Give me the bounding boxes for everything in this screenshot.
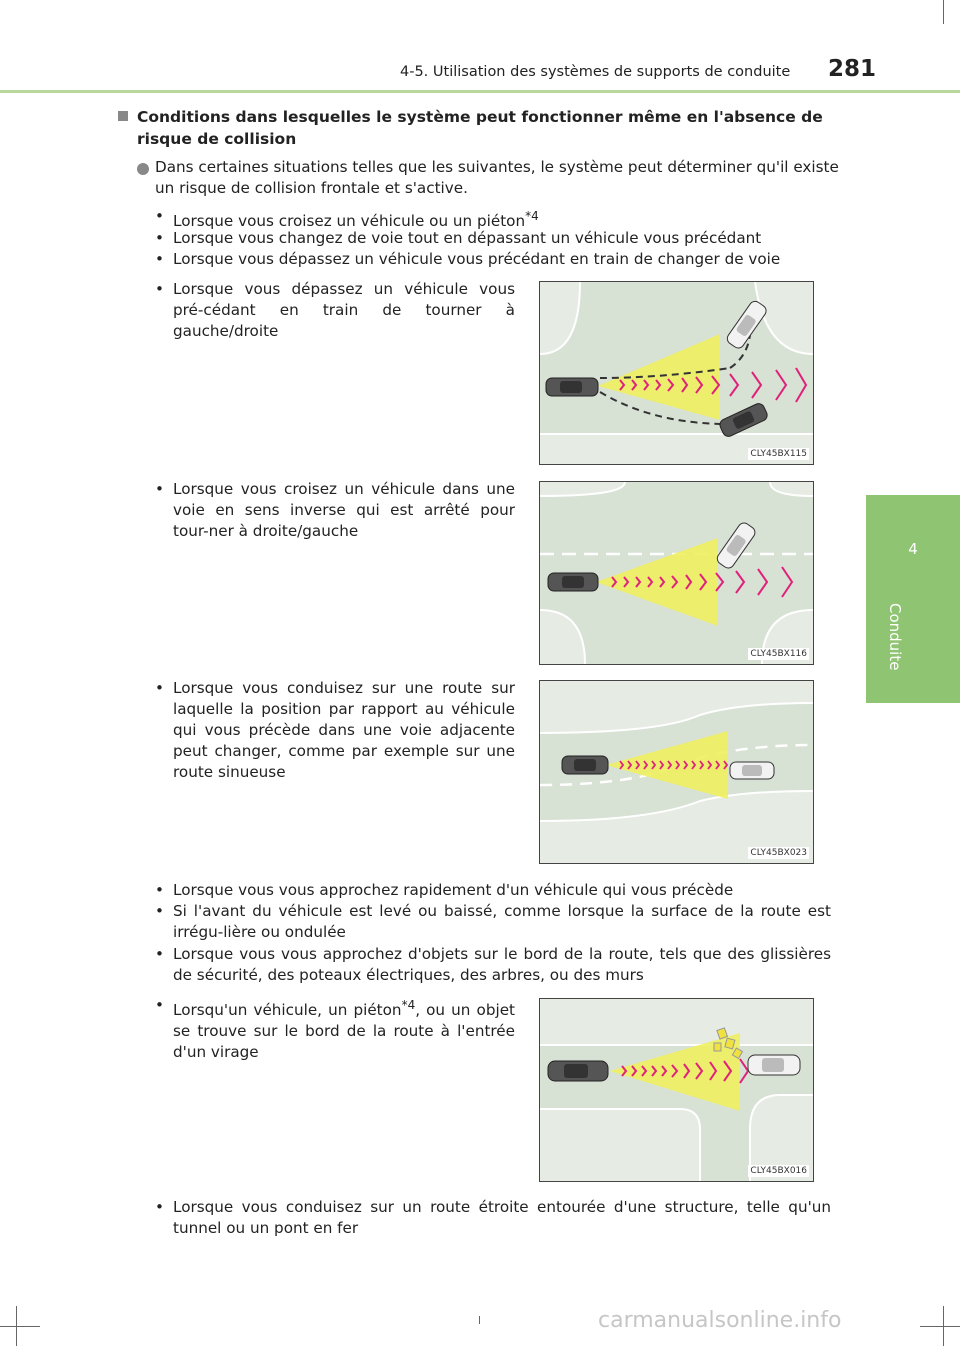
list-item-text: Lorsque vous vous approchez rapidement d'un véhicule qui vous précède: [173, 881, 734, 899]
bullet-mark: •: [155, 480, 164, 498]
list-item: [155, 1197, 831, 1239]
figure-code: CLY45BX115: [750, 449, 807, 459]
bullet-mark: •: [155, 250, 164, 268]
section-heading: [118, 106, 838, 150]
figure-caption-text: Lorsque vous conduisez sur une route sur laquelle la position par rapport au véhicule qui vous précède dans une voie adjacente peut changer, comme par exemple sur une route sinueuse: [173, 679, 515, 781]
list-item-text: Lorsque vous vous approchez d'objets sur le bord de la route, tels que des glissières de sécurité, des poteaux électriques, des arbres, ou des murs: [173, 945, 831, 984]
illustration-oncoming-turning-vehicle: [539, 481, 814, 665]
crop-mark: [479, 1316, 480, 1324]
page-number: 281: [828, 56, 877, 82]
bullet-mark: •: [155, 1198, 164, 1216]
intro-paragraph: Dans certaines situations telles que les suivantes, le système peut déterminer qu'il existe un risque de collision frontale et s'active.: [155, 158, 839, 197]
figure-caption-item: [155, 678, 515, 783]
illustration-winding-road: [539, 680, 814, 864]
header-rule: [0, 90, 960, 93]
figure-caption-text: Lorsque vous croisez un véhicule dans une voie en sens inverse qui est arrêté pour tour-ner à droite/gauche: [173, 480, 515, 540]
figure-caption-text: Lorsque vous dépassez un véhicule vous pré-cédant en train de tourner à gauche/droite: [173, 280, 515, 340]
figure-code: CLY45BX116: [750, 649, 807, 659]
round-bullet-icon: [137, 163, 149, 175]
figure-caption-item: [155, 479, 515, 542]
list-item-text: Lorsque vous croisez un véhicule ou un piéton: [173, 212, 526, 231]
figure-caption-item: [155, 995, 515, 1063]
crop-mark: [943, 0, 944, 24]
list-item-text: Lorsque vous conduisez sur un route étroite entourée d'une structure, telle qu'un tunnel ou un pont en fer: [173, 1198, 831, 1237]
list-item: [155, 901, 831, 943]
crop-mark: [920, 1326, 960, 1327]
watermark-text: carmanualsonline.info: [598, 1308, 842, 1333]
section-heading-text: Conditions dans lesquelles le système peut fonctionner même en l'absence de risque de collision: [137, 108, 823, 148]
bullet-mark: •: [155, 902, 164, 920]
bullet-mark: •: [155, 280, 164, 298]
chapter-number: 4: [908, 540, 918, 558]
chapter-side-tab: [866, 495, 960, 703]
illustration-overtaking-turning-vehicle: [539, 281, 814, 465]
square-bullet-icon: [118, 111, 128, 121]
crop-mark: [0, 1326, 40, 1327]
list-item: [155, 228, 833, 249]
list-item-text: Lorsque vous dépassez un véhicule vous précédant en train de changer de voie: [173, 250, 781, 268]
figure-code: CLY45BX016: [750, 1166, 807, 1176]
list-item: [155, 249, 833, 270]
chapter-name: [884, 603, 904, 683]
figure-caption-text-after: , ou un objet se trouve sur le bord de la route à l'entrée d'un virage: [173, 1001, 515, 1062]
footnote-marker: *4: [401, 998, 416, 1012]
figure-caption-item: [155, 279, 515, 342]
list-item-text: Lorsque vous changez de voie tout en dépassant un véhicule vous précédant: [173, 229, 762, 247]
running-header-section-title: 4-5. Utilisation des systèmes de supports de conduite: [400, 64, 791, 80]
bullet-mark: •: [155, 945, 164, 963]
figure-code: CLY45BX023: [750, 848, 807, 858]
bullet-mark: •: [155, 881, 164, 899]
list-item: [155, 880, 833, 901]
bullet-mark: •: [155, 207, 164, 225]
list-item-text: Si l'avant du véhicule est levé ou baissé, comme lorsque la surface de la route est irrégu-lière ou ondulée: [173, 902, 831, 941]
chapter-name-label: Conduite: [886, 603, 904, 671]
bullet-mark: •: [155, 679, 164, 697]
illustration-object-at-curve-entry: [539, 998, 814, 1182]
figure-caption-text-before: Lorsqu'un véhicule, un piéton: [173, 1001, 402, 1020]
footnote-marker: *4: [525, 209, 539, 223]
bullet-mark: •: [155, 229, 164, 247]
list-item: [155, 944, 831, 986]
bullet-mark: •: [155, 996, 164, 1014]
